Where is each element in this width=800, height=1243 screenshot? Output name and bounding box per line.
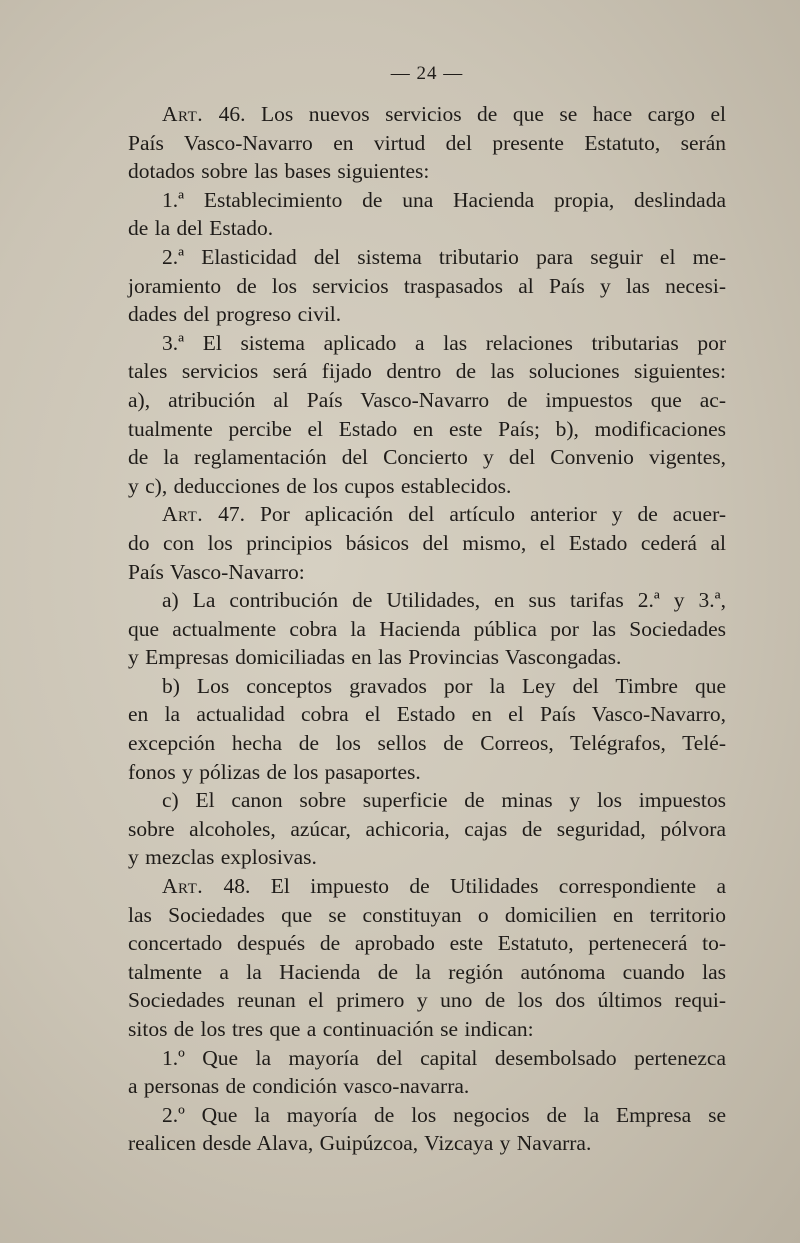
body-text xyxy=(128,100,726,1158)
text-line: Art. 48. El impuesto de Utilidades correspondiente a xyxy=(162,874,726,899)
document-page xyxy=(128,62,726,1158)
text-line: y c), deducciones de los cupos establecidos. xyxy=(128,473,512,498)
text-line: fonos y pólizas de los pasaportes. xyxy=(128,759,421,784)
text-line: 1.ª Establecimiento de una Hacienda propia, deslindada xyxy=(162,187,726,212)
text-line: 1.º Que la mayoría del capital desembolsado pertenezca xyxy=(162,1045,726,1070)
text-line: dades del progreso civil. xyxy=(128,302,342,327)
text-line: do con los principios básicos del mismo, el Estado cederá al xyxy=(128,530,726,555)
text-line: Art. 46. Los nuevos servicios de que se hace cargo el xyxy=(162,102,726,126)
text-line: 2.º Que la mayoría de los negocios de la Empresa se xyxy=(162,1102,726,1127)
text-line: dotados sobre las bases siguientes: xyxy=(128,159,430,184)
text-line: realicen desde Alava, Guipúzcoa, Vizcaya y Navarra. xyxy=(128,1131,592,1156)
text-line: las Sociedades que se constituyan o domicilien en territorio xyxy=(128,902,726,927)
text-line: sobre alcoholes, azúcar, achicoria, cajas de seguridad, pólvora xyxy=(128,816,726,841)
text-line: de la del Estado. xyxy=(128,216,274,241)
text-line: excepción hecha de los sellos de Correos, Telégrafos, Telé- xyxy=(128,731,726,756)
text-line: concertado después de aprobado este Estatuto, pertenecerá to- xyxy=(128,931,726,956)
article-label: Art. xyxy=(162,874,204,899)
text-line: País Vasco-Navarro en virtud del presente Estatuto, serán xyxy=(128,130,726,155)
text-line: y mezclas explosivas. xyxy=(128,845,317,870)
text-line: sitos de los tres que a continuación se indican: xyxy=(128,1017,534,1041)
text-line: 2.ª Elasticidad del sistema tributario para seguir el me- xyxy=(162,244,726,269)
text-line: en la actualidad cobra el Estado en el País Vasco-Navarro, xyxy=(128,702,726,727)
text-line: b) Los conceptos gravados por la Ley del Timbre que xyxy=(162,673,726,698)
text-line: País Vasco-Navarro: xyxy=(128,559,305,584)
text-line: a), atribución al País Vasco-Navarro de impuestos que ac- xyxy=(128,387,726,412)
text-line: c) El canon sobre superficie de minas y los impuestos xyxy=(162,788,726,813)
text-line: tales servicios será fijado dentro de las soluciones siguientes: xyxy=(128,359,726,384)
text-line: tualmente percibe el Estado en este País; b), modificaciones xyxy=(128,416,726,441)
text-line: Art. 47. Por aplicación del artículo anterior y de acuer- xyxy=(162,502,726,527)
text-line: 3.ª El sistema aplicado a las relaciones tributarias por xyxy=(162,330,726,355)
text-line: que actualmente cobra la Hacienda pública por las Sociedades xyxy=(128,616,726,641)
text-line: talmente a la Hacienda de la región autónoma cuando las xyxy=(128,959,726,984)
text-line: de la reglamentación del Concierto y del Convenio vigentes, xyxy=(128,445,726,470)
article-label: Art. xyxy=(162,502,204,527)
page-number: — 24 — xyxy=(390,63,464,84)
article-label: Art. xyxy=(162,102,204,126)
text-line: a personas de condición vasco-navarra. xyxy=(128,1074,470,1099)
text-line: y Empresas domiciliadas en las Provincias Vascongadas. xyxy=(128,645,622,670)
text-line: a) La contribución de Utilidades, en sus tarifas 2.ª y 3.ª, xyxy=(162,588,726,613)
text-line: Sociedades reunan el primero y uno de los dos últimos requi- xyxy=(128,988,726,1013)
text-line: joramiento de los servicios traspasados al País y las necesi- xyxy=(128,273,726,298)
